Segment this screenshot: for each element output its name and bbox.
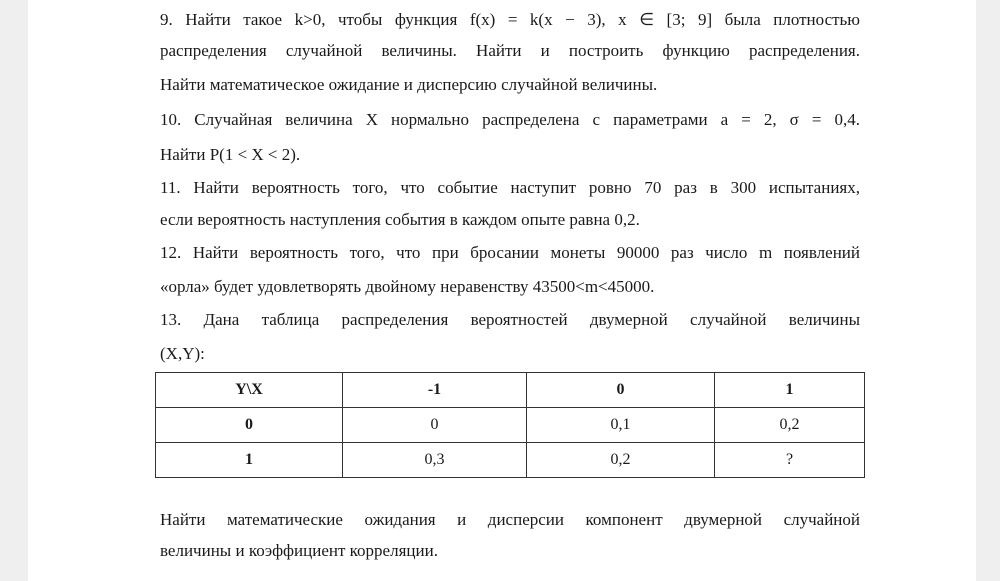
table-cell: 0,2 (715, 408, 865, 443)
problem-10-line-2: Найти P(1 < X < 2). (160, 145, 301, 164)
table-cell: 0,3 (343, 443, 527, 478)
table-row (156, 443, 865, 478)
table-cell: 1 (156, 443, 343, 478)
problem-12-line-1: 12. Найти вероятность того, что при бросании монеты 90000 раз число m появлений (160, 243, 860, 262)
table-header-cell: 1 (715, 373, 865, 408)
problem-9-line-2: распределения случайной величины. Найти и построить функцию распределения. (160, 41, 860, 60)
table-cell: ? (715, 443, 865, 478)
problem-10-line-1: 10. Случайная величина X нормально распределена с параметрами a = 2, σ = 0,4. (160, 110, 860, 129)
table-header-cell: 0 (527, 373, 715, 408)
table-header-cell: Y\X (156, 373, 343, 408)
distribution-table (155, 372, 865, 478)
problem-13-line-1: 13. Дана таблица распределения вероятностей двумерной случайной величины (160, 310, 860, 329)
table-cell: 0 (343, 408, 527, 443)
problem-13-question-line-2: величины и коэффициент корреляции. (160, 541, 438, 560)
table-cell: 0,1 (527, 408, 715, 443)
problem-9-line-1: 9. Найти такое k>0, чтобы функция f(x) = k(x − 3), x ∈ [3; 9] была плотностью (160, 10, 860, 29)
table-header-row (156, 373, 865, 408)
table-cell: 0 (156, 408, 343, 443)
table-cell: 0,2 (527, 443, 715, 478)
problem-9-line-3: Найти математическое ожидание и дисперсию случайной величины. (160, 75, 658, 94)
problem-13-line-2: (X,Y): (160, 344, 205, 363)
problem-11-line-1: 11. Найти вероятность того, что событие наступит ровно 70 раз в 300 испытаниях, (160, 178, 860, 197)
table-row (156, 408, 865, 443)
problem-12-line-2: «орла» будет удовлетворять двойному неравенству 43500<m<45000. (160, 277, 655, 296)
table-header-cell: -1 (343, 373, 527, 408)
problem-11-line-2: если вероятность наступления события в каждом опыте равна 0,2. (160, 210, 640, 229)
problem-13-question-line-1: Найти математические ожидания и дисперсии компонент двумерной случайной (160, 510, 860, 529)
